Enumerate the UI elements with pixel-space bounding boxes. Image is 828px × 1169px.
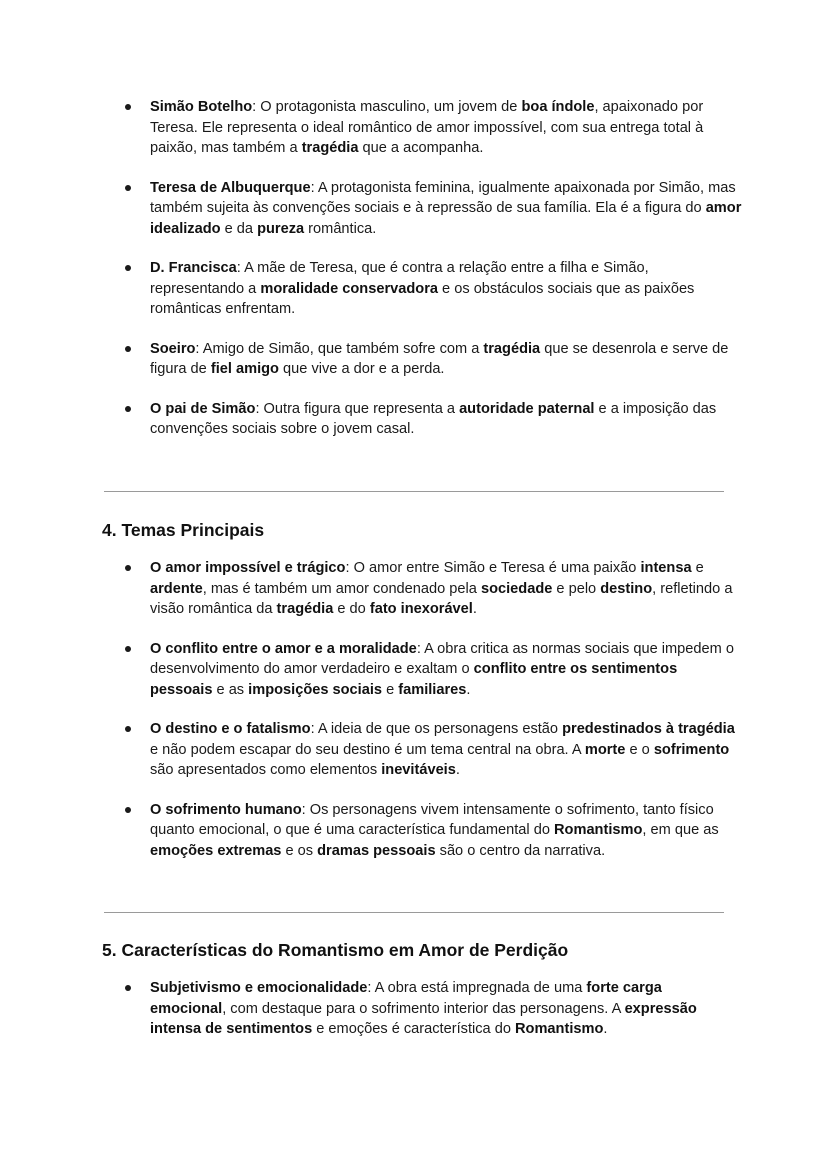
text: que a acompanha. — [358, 140, 484, 156]
characters-section — [0, 97, 828, 459]
bold-text: Teresa de Albuquerque — [150, 179, 311, 196]
bold-text: inevitáveis — [381, 762, 456, 778]
bold-text: O amor impossível e trágico — [150, 560, 346, 576]
text: que se desenrola e serve de figura de — [150, 340, 729, 377]
list-item — [0, 97, 828, 159]
bold-text: dramas pessoais — [317, 842, 436, 859]
bullet-icon — [125, 565, 131, 571]
bold-text: predestinados à tragédia — [562, 721, 735, 737]
bullet-icon — [125, 646, 131, 652]
bullet-icon — [125, 104, 131, 110]
bold-text: Simão Botelho — [150, 99, 253, 115]
bold-text: sociedade — [480, 580, 553, 597]
bold-text: sofrimento — [653, 741, 730, 758]
bold-text: O conflito entre o amor e a moralidade — [150, 640, 417, 657]
bold-text: Subjetivismo e emocionalidade — [150, 980, 368, 996]
item-text — [150, 341, 728, 378]
text: : A protagonista feminina, igualmente apaixonada por Simão, mas também sujeita às convenções sociais e à repressão de sua família. Ela é a figura do — [150, 179, 736, 216]
list-item — [0, 399, 828, 440]
item-text — [150, 180, 741, 237]
bold-text: destino — [600, 580, 653, 597]
list-item — [0, 800, 828, 862]
bold-text: emoções extremas — [150, 842, 282, 859]
horizontal-divider — [104, 912, 724, 913]
text: : A obra está impregnada de uma — [367, 980, 587, 996]
bold-text: tragédia — [301, 140, 359, 156]
text: que vive a dor e a perda. — [278, 361, 445, 377]
text: e os obstáculos sociais que as paixões românticas enfrentam. — [150, 280, 695, 317]
themes-section — [0, 558, 828, 880]
list-item — [0, 178, 828, 240]
text: , apaixonado por Teresa. Ele representa o ideal romântico de amor impossível, com sua entrega total à paixão, mas também a — [150, 99, 704, 156]
item-text — [150, 641, 734, 698]
bold-text: forte carga emocional — [150, 980, 662, 1017]
text: são o centro da narrativa. — [435, 842, 606, 859]
text: romântica. — [304, 220, 377, 237]
bold-text: Soeiro — [150, 340, 196, 357]
text: : A obra critica as normas sociais que impedem o desenvolvimento do amor verdadeiro e exaltam o — [150, 640, 734, 677]
bold-text: morte — [584, 741, 626, 758]
characters-list — [0, 97, 828, 440]
text: : Os personagens vivem intensamente o sofrimento, tanto físico quanto emocional, o que é uma característica fundamental do — [150, 801, 714, 838]
bold-text: Romantismo — [515, 1021, 604, 1037]
item-text — [150, 802, 719, 859]
bold-text: Romantismo — [554, 822, 643, 838]
bullet-icon — [125, 406, 131, 412]
item-text — [150, 99, 703, 156]
bold-text: familiares — [398, 681, 467, 698]
list-item — [0, 978, 828, 1040]
bold-text: amor idealizado — [150, 200, 742, 237]
bullet-icon — [125, 185, 131, 191]
item-text — [150, 260, 694, 317]
text: : O amor entre Simão e Teresa é uma paixão — [345, 560, 641, 576]
text: , mas é também um amor condenado pela — [202, 580, 481, 597]
horizontal-divider — [104, 491, 724, 492]
text: e da — [220, 220, 258, 237]
bold-text: D. Francisca — [150, 260, 237, 276]
section-heading: 5. Características do Romantismo em Amor de Perdição — [102, 940, 569, 960]
bold-text: O sofrimento humano — [150, 801, 302, 818]
romanticism-list — [0, 978, 828, 1040]
text: e não podem escapar do seu destino é um tema central na obra. A — [150, 741, 585, 758]
section-heading: 4. Temas Principais — [102, 520, 265, 540]
text: e a imposição das convenções sociais sobre o jovem casal. — [150, 400, 717, 437]
list-item — [0, 719, 828, 781]
item-text — [150, 980, 697, 1037]
item-text — [150, 721, 735, 778]
bold-text: fiel amigo — [210, 361, 279, 377]
text: e emoções é característica do — [312, 1021, 515, 1037]
themes-list — [0, 558, 828, 861]
text: e pelo — [552, 580, 601, 597]
list-item — [0, 558, 828, 620]
bold-text: autoridade paternal — [459, 400, 595, 417]
bullet-icon — [125, 265, 131, 271]
bold-text: O destino e o fatalismo — [150, 721, 311, 737]
bold-text: tragédia — [276, 601, 334, 617]
text: e o — [625, 741, 654, 758]
item-text — [150, 560, 732, 617]
bold-text: O pai de Simão — [150, 400, 256, 417]
bold-text: moralidade conservadora — [260, 280, 438, 297]
romanticism-section — [0, 978, 828, 1059]
text: e os — [281, 842, 318, 859]
bold-text: imposições sociais — [248, 681, 383, 698]
text: e — [382, 681, 399, 698]
text: . — [472, 601, 477, 617]
text: são apresentados como elementos — [150, 762, 382, 778]
bold-text: conflito entre os sentimentos pessoais — [150, 661, 678, 698]
text: . — [603, 1021, 608, 1037]
list-item — [0, 339, 828, 380]
text: e do — [333, 601, 370, 617]
bullet-icon — [125, 726, 131, 732]
text: , em que as — [642, 822, 719, 838]
text: e as — [212, 681, 249, 698]
text: : A mãe de Teresa, que é contra a relação entre a filha e Simão, representando a — [150, 260, 649, 297]
text: e — [691, 560, 704, 576]
text: : O protagonista masculino, um jovem de — [252, 99, 522, 115]
text: : A ideia de que os personagens estão — [310, 721, 563, 737]
text: : Amigo de Simão, que também sofre com a — [195, 340, 484, 357]
text: . — [455, 762, 460, 778]
bold-text: ardente — [150, 580, 203, 597]
bold-text: tragédia — [483, 340, 541, 357]
bold-text: intensa — [640, 560, 692, 576]
bold-text: fato inexorável — [369, 601, 473, 617]
bold-text: expressão intensa de sentimentos — [150, 1000, 697, 1037]
text: , refletindo a visão romântica da — [150, 580, 733, 617]
bold-text: boa índole — [521, 99, 595, 115]
item-text — [150, 401, 716, 438]
bold-text: pureza — [257, 220, 305, 237]
list-item — [0, 258, 828, 320]
text: : Outra figura que representa a — [255, 400, 460, 417]
bullet-icon — [125, 807, 131, 813]
bullet-icon — [125, 346, 131, 352]
bullet-icon — [125, 985, 131, 991]
text: . — [466, 681, 471, 698]
text: , com destaque para o sofrimento interior das personagens. A — [222, 1000, 625, 1017]
list-item — [0, 639, 828, 701]
